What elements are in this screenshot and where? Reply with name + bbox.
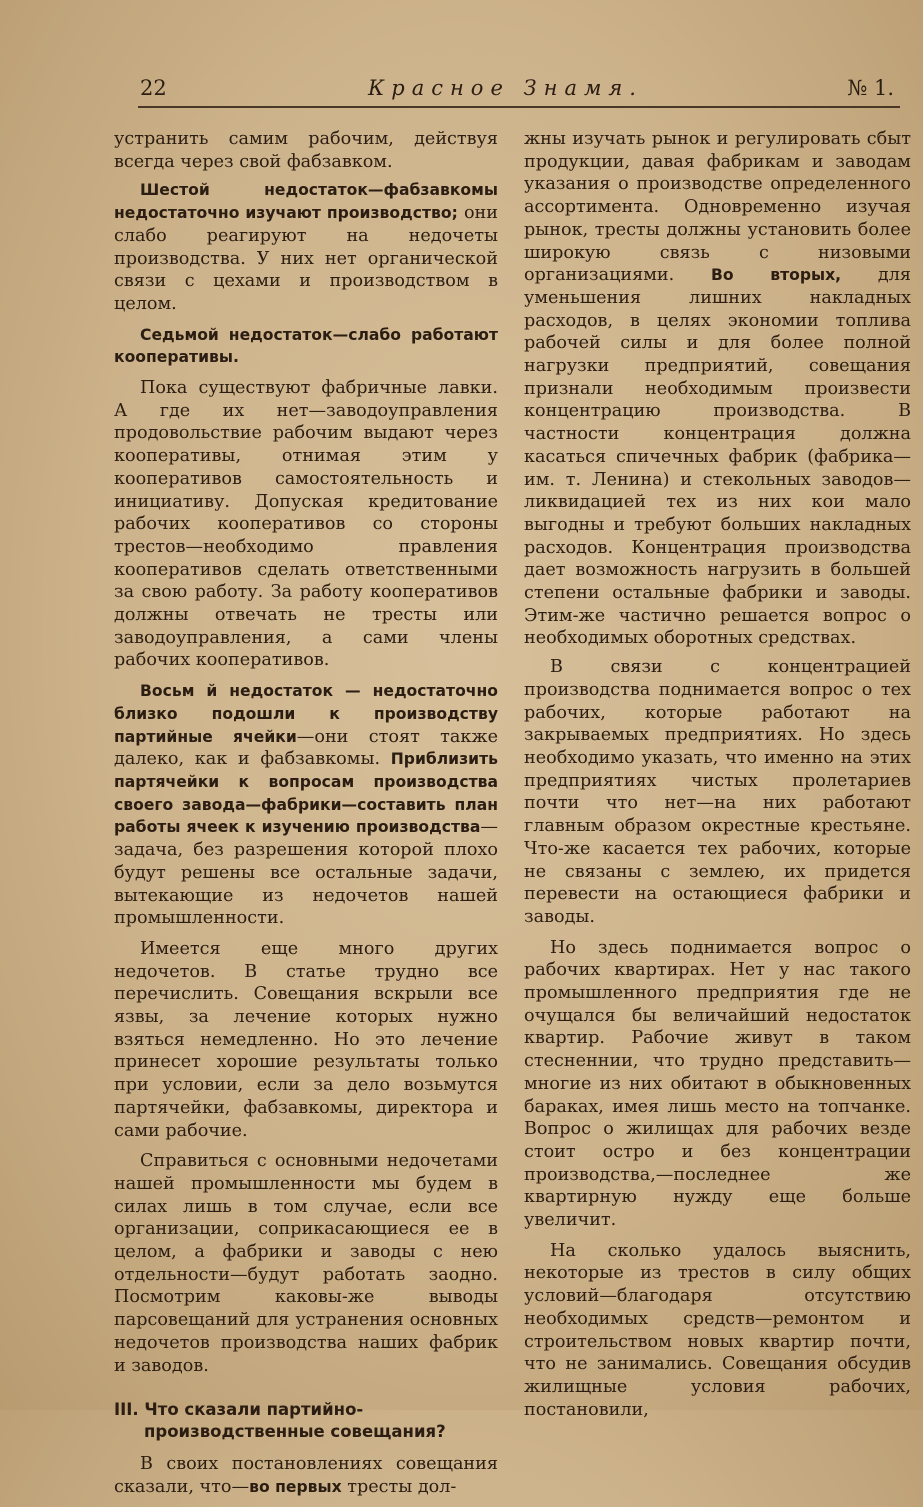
- paragraph: Имеется еще много других недочетов. В статье трудно все перечислить. Совещания вскрыли все язвы, за лечение которых нужно взяться немедленно. Но это лечение принесет хорошие результаты только при условии, если за дело возьмутся партячейки, фабзавкомы, директора и сами рабочие.: [114, 938, 498, 1141]
- bold-text: во первых: [249, 1477, 342, 1496]
- paragraph: В связи с концентрацией производства поднимается вопрос о тех рабочих, которые работают на закрываемых предприятиях. Но здесь необходимо указать, что именно на этих предприятиях чистых пролетариев почти что нет—на них работают главным образом окрестные крестьяне. Что-же касается тех рабочих, которые не связаны с землею, их придется перевести на остающиеся фабрики и заводы.: [524, 657, 911, 927]
- paragraph: Справиться с основными недочетами нашей промышленности мы будем в силах лишь в том случае, если все организации, соприкасающиеся ее в целом, а фабрики и заводы с нею отдельности—будут работать заодно. Посмотрим каковы-же выводы парсовещаний для устранения основных недочетов производства наших фабрик и заводов.: [114, 1151, 498, 1376]
- bold-text: Приблизить партячейки к вопросам производства своего завода—фабрики—составить план работы ячеек к изучению производства: [114, 750, 498, 837]
- text: они слабо реагируют на недочеты производства. У них нет органической связи с цехами и производством в целом.: [114, 203, 498, 314]
- paragraph: устранить самим рабочим, действуя всегда через свой фабзавком.: [114, 129, 498, 172]
- text: В своих постановлениях совещания сказали, что—: [114, 1454, 498, 1497]
- text: —они стоят также далеко, как и фабзавкомы.: [114, 726, 498, 770]
- text: для уменьшения лишних накладных расходов, в целях экономии топлива рабочей силы и для более полной нагрузки предприятий, совещания признали необходимым произвести концентрацию производства. В частности концентрация должна касаться спичечных фабрик (фабрика—им. т. Ленина) и стекольных заводов—ликвидацией тех из них кои мало выгодны и требуют больших накладных расходов. Концентрация производства дает возможность нагрузить в большей степени остальные фабрики и заводы. Этим-же частично решается вопрос о необходимых оборотных средствах.: [524, 265, 911, 649]
- bold-text: Седьмой недостаток—слабо работают кооперативы.: [114, 325, 498, 367]
- paragraph: [114, 1453, 498, 1498]
- text: —задача, без разрешения которой плохо будут решены все остальные задачи, вытекающие из недочетов нашей промышленности.: [114, 817, 498, 929]
- issue-number: № 1.: [847, 76, 894, 100]
- paragraph: Пока существуют фабричные лавки. А где их нет—заводоуправления продовольствие рабочим выдают через кооперативы, отнимая этим у кооперативов самостоятельность и инициативу. Допуская кредитование рабочих кооперативов со стороны трестов—необходимо правления кооперативов сделать ответственными за свою работу. За работу кооперативов должны отвечать не тресты или заводоуправления, а сами члены рабочих кооперативов.: [114, 378, 498, 671]
- bold-text: Шестой недостаток—фабзавкомы недостаточно изучают производство;: [114, 181, 498, 223]
- section-heading: III. Что сказали партийно-производственные совещания?: [114, 1400, 446, 1442]
- bold-text: Восьм й недостаток — недостаточно близко подошли к производству партийные ячейки: [114, 682, 498, 746]
- text: жны изучать рынок и регулировать сбыт продукции, давая фабрикам и заводам указания о производстве определенного ассортимента. Одновременно изучая рынок, тресты должны установить более широкую связь с низовыми организациями.: [524, 129, 911, 286]
- newspaper-title: Красное Знамя.: [368, 76, 643, 100]
- bold-text: Во вторых,: [711, 266, 842, 285]
- paragraph: На сколько удалось выяснить, некоторые из трестов в силу общих условий—благодаря отсутствию необходимых средств—ремонтом и строительством новых квартир почти, что не занимались. Совещания обсудив жилищные условия рабочих, постановили,: [524, 1240, 911, 1420]
- right-column: [524, 128, 911, 1429]
- page-header: [138, 72, 900, 108]
- left-column: [114, 128, 498, 1507]
- paragraph: Но здесь поднимается вопрос о рабочих квартирах. Нет у нас такого промышленного предприятия где не очущался бы величайший недостаток квартир. Рабочие живут в таком стесненнии, что трудно представить—многие из них обитают в обыкновенных бараках, имея лишь место на топчанке. Вопрос о жилищах для рабочих везде стоит остро и без концентрации производства,—последнее же квартирную нужду еще больше увеличит.: [524, 937, 911, 1231]
- paragraph: [114, 179, 498, 315]
- paragraph: [114, 680, 498, 930]
- paragraph: [524, 128, 911, 650]
- text: тресты дол-: [341, 1476, 457, 1497]
- paragraph: [114, 324, 498, 369]
- page-number: 22: [140, 76, 167, 100]
